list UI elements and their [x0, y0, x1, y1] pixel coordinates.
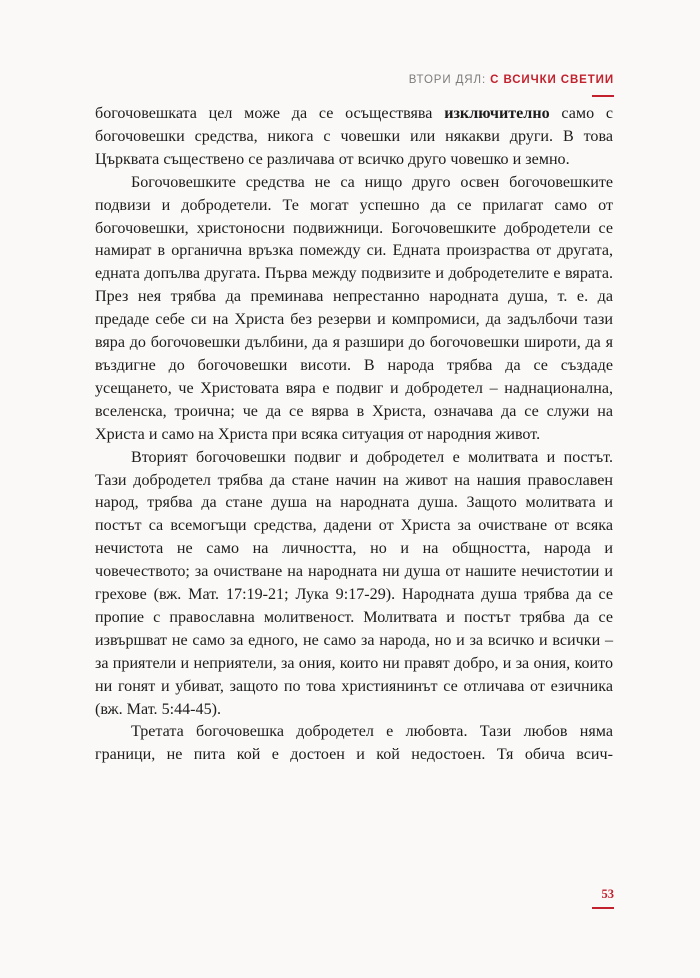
paragraph: Третата богочовешка добродетел е любовта. Тази любов няма граници, не пита кой е достоен и кой недостоен. Тя обича всич- [95, 723, 613, 764]
running-head-part: ВТОРИ ДЯЛ: [408, 74, 491, 86]
paragraph-continued [95, 103, 613, 172]
paragraph-text: само с богочовешки средства, никога с човешки или някакви други. В това Църквата съществено се различава от всичко друго човешко и земно. [95, 105, 614, 168]
emphasis-word: изключително [444, 105, 550, 122]
footer-rule [592, 907, 614, 909]
running-head [409, 74, 614, 86]
body-text [95, 103, 613, 767]
paragraph-text: богочовешката цел може да се осъществява [95, 105, 445, 122]
paragraph: Богочовешките средства не са нищо друго освен богочовешките подвизи и добродетели. Те могат успешно да се прилагат само от богочовешки, христоносни подвижници. Богочовешките добродетели се намират в органична връзка помежду си. Едната произраства от другата, едната допълва другата. Първа между подвизите и добродетелите е вярата. През нея трябва да преминава непрестанно народната душа, т. е. да предаде себе си на Христа без резерви и компромиси, да задълбочи тази вяра до богочовешки дълбини, да я разшири до богочовешки широти, да я въздигне до богочовешки висоти. В народа трябва да се създаде усещането, че Христовата вяра е подвиг и добродетел – наднационална, вселенска, троична; че да се вярва в Христа, означава да се служи на Христа и само на Христа при всяка ситуация от народния живот. [95, 173, 613, 443]
paragraph: Вторият богочовешки подвиг и добродетел е молитвата и постът. Тази добродетел трябва да стане начин на живот на нашия православен народ, трябва да стане душа на народната душа. Защото молитвата и постът са всемогъщи средства, дадени от Христа за очистване от всяка нечистота не само на личността, но и на общността, народа и човечеството; за очистване на народната ни душа от нашите нечистотии и грехове (вж. Мат. 17:19-21; Лука 9:17-29). Народната душа трябва да се пропие с православна молитвеност. Молитвата и постът трябва да се извършват не само за едного, не само за народа, но и за всичко и всички – за приятели и неприятели, за ония, които ни правят добро, и за ония, които ни гонят и убиват, защото по това християнинът се отличава от езичника (вж. Мат. 5:44-45). [95, 448, 613, 718]
header-rule [592, 95, 614, 97]
running-head-section: С ВСИЧКИ СВЕТИИ [490, 74, 614, 86]
page-number: 53 [601, 887, 614, 901]
